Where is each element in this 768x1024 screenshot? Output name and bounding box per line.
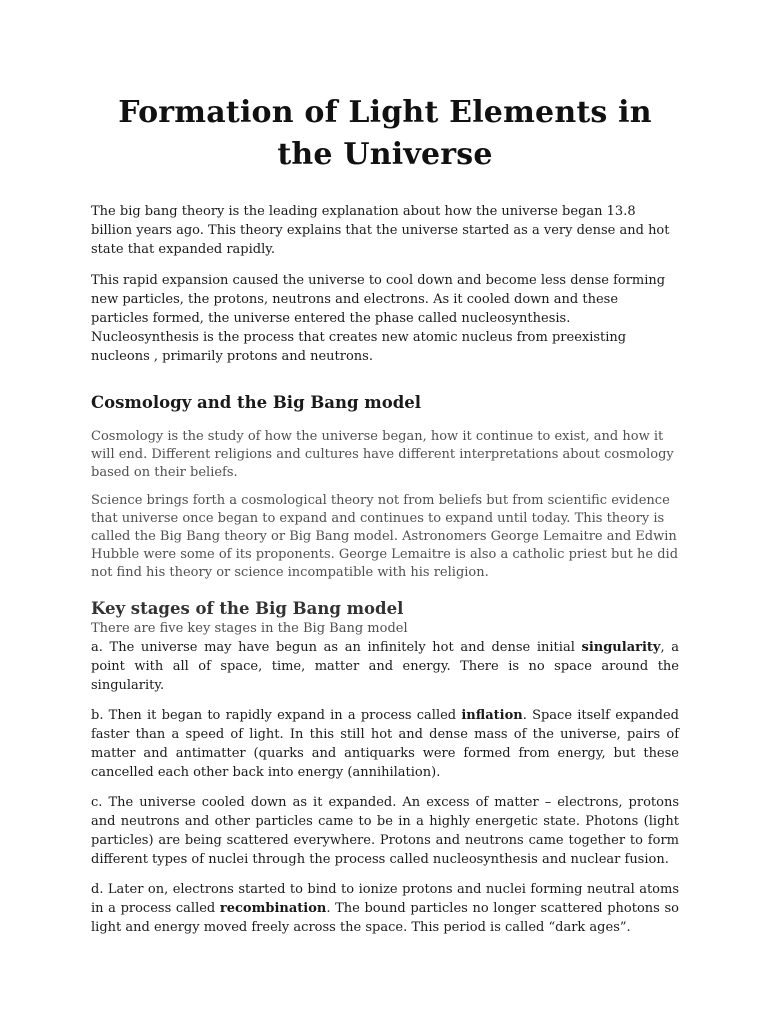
- intro-paragraph: This rapid expansion caused the universe to cool down and become less dense forming new particles, the protons, neutrons and electrons. As it cooled down and these particles formed, the universe entered the phase called nucleosynthesis. Nucleosynthesis is the process that creates new atomic nucleus from preexisting nucleons , primarily protons and neutrons.: [91, 273, 666, 364]
- section-heading-key-stages: Key stages of the Big Bang model: [91, 599, 404, 618]
- stage-item-a: [91, 638, 679, 695]
- intro-paragraph: The big bang theory is the leading explanation about how the universe began 13.8 billion years ago. This theory explains that the universe started as a very dense and hot state that expanded rapidly.: [91, 204, 670, 257]
- document-title: Formation of Light Elements in the Universe: [118, 95, 652, 172]
- stage-text: . Space itself expanded faster than a speed of light. In this still hot and dense mass of the universe, pairs of matter and antimatter (quarks and antiquarks were formed from energy, but these cancelled each other back into energy (annihilation).: [91, 708, 679, 780]
- stage-text: d. Later on, electrons started to bind to ionize protons and nuclei forming neutral atoms in a process called: [91, 882, 679, 916]
- stage-text: c. The universe cooled down as it expanded. An excess of matter – electrons, protons and neutrons and other particles came to be in a highly energetic state. Photons (light particles) are being scattered everywhere. Protons and neutrons came together to form different types of nuclei through the process called nucleosynthesis and nuclear fusion.: [91, 795, 679, 867]
- section-heading-cosmology: Cosmology and the Big Bang model: [91, 393, 422, 412]
- document-page: [91, 92, 679, 948]
- cosmology-paragraph: Cosmology is the study of how the universe began, how it continue to exist, and how it will end. Different religions and cultures have different interpretations about cosmology based on their beliefs.: [91, 429, 674, 480]
- stage-text: a. The universe may have begun as an infinitely hot and dense initial: [91, 640, 582, 655]
- stage-text: b. Then it began to rapidly expand in a process called: [91, 708, 462, 723]
- stage-text: , a point with all of space, time, matter and energy. There is no space around the singularity.: [91, 640, 679, 693]
- stage-key-term: singularity: [581, 640, 661, 655]
- key-stages-intro: There are five key stages in the Big Bang model: [91, 621, 408, 636]
- cosmology-paragraph: Science brings forth a cosmological theory not from beliefs but from scientific evidence that universe once began to expand and continues to expand until today. This theory is called the Big Bang theory or Big Bang model. Astronomers George Lemaitre and Edwin Hubble were some of its proponents. George Lemaitre is also a catholic priest but he did not find his theory or science incompatible with his religion.: [91, 493, 679, 580]
- stage-item-c: [91, 793, 679, 869]
- stage-item-d: [91, 880, 679, 937]
- stage-text: . The bound particles no longer scattered photons so light and energy moved freely across the space. This period is called “dark ages”.: [91, 901, 679, 935]
- stage-key-term: recombination: [219, 901, 327, 916]
- stage-key-term: inflation: [461, 708, 523, 723]
- stage-item-b: [91, 706, 679, 782]
